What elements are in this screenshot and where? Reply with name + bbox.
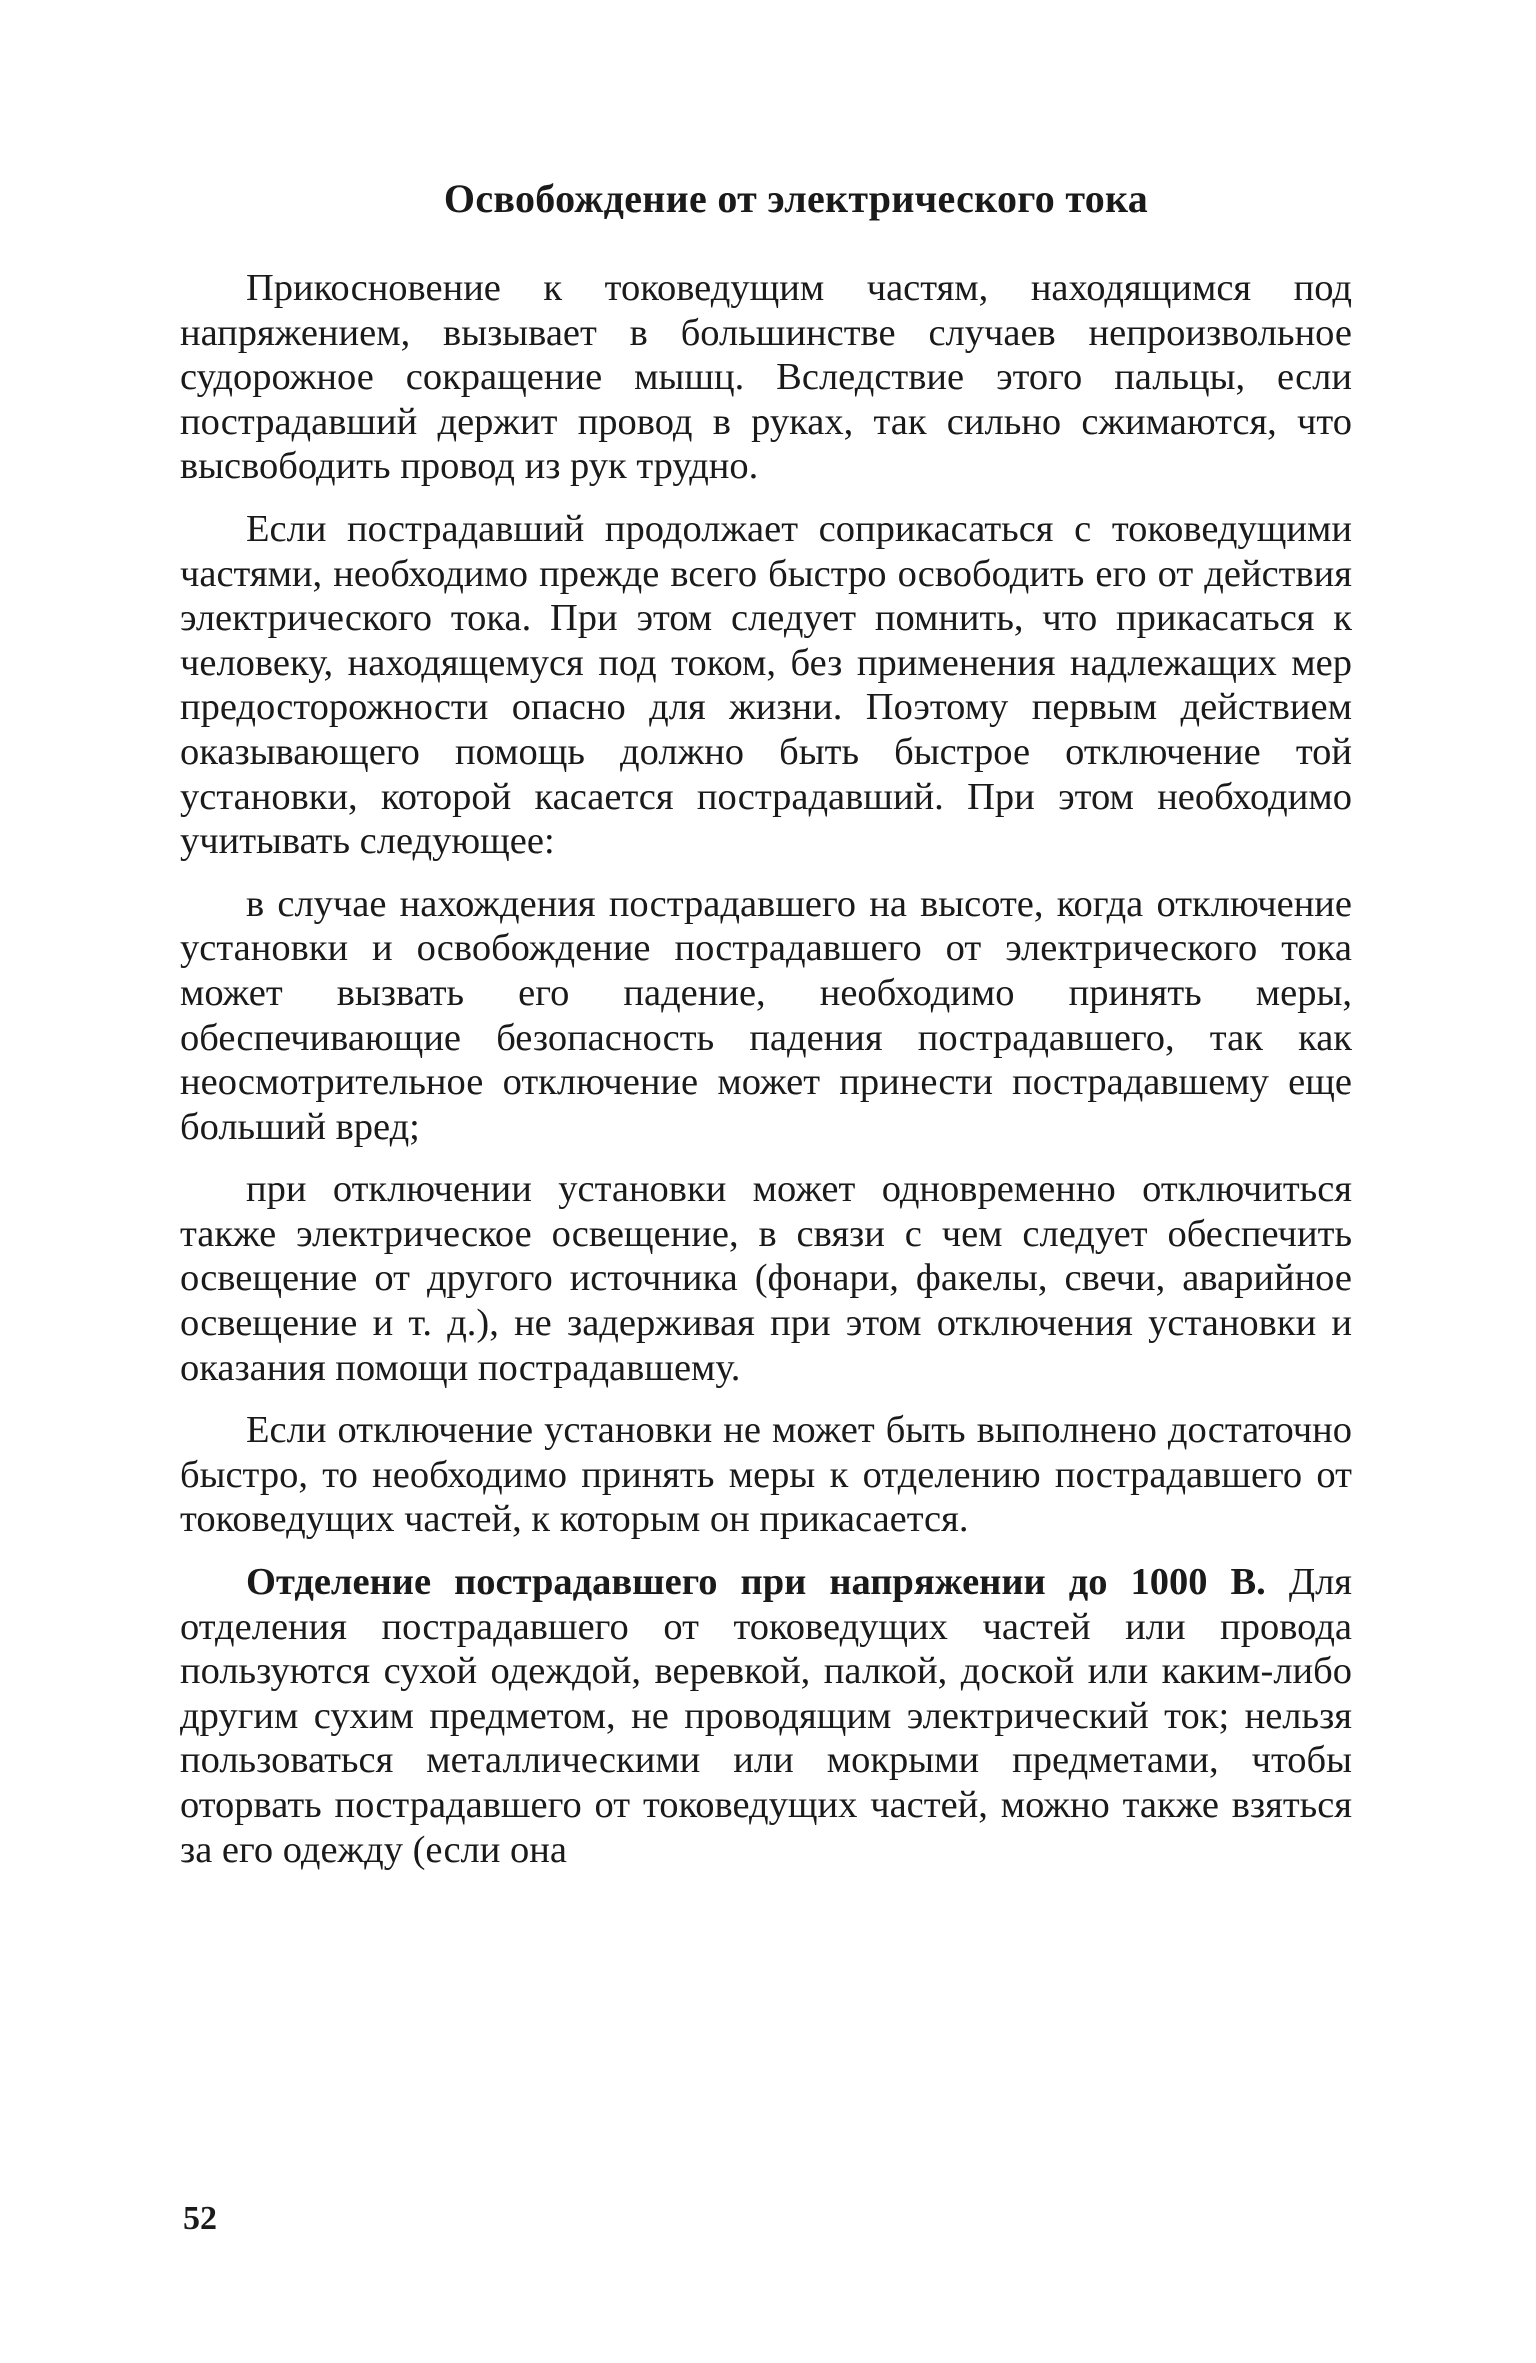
paragraph-height-case: в случае нахождения пострадавшего на высоте, когда отключение установки и освобождение пострадавшего от электрического тока может вызвать его падение, необходимо принять меры, обеспечивающие безопасность падения пострадавшего, так как неосмотрительное отключение может принести пострадавшему еще больший вред; [180, 882, 1352, 1148]
section-heading: Освобождение от электрического тока [443, 176, 1149, 221]
paragraph-contact-effects: Прикосновение к токоведущим частям, находящимся под напряжением, вызывает в большинстве случаев непроизвольное судорожное сокращение мышц. Вследствие этого пальцы, если пострадавший держит провод в руках, так сильно сжимаются, что высвободить провод из рук трудно. [180, 267, 1352, 488]
paragraph-lighting-case: при отключении установки может одновременно отключиться также электрическое освещение, в связи с чем следует обеспечить освещение от другого источника (фонари, факелы, свечи, аварийное освещение и т. д.), не задерживая при этом отключения установки и оказания помощи пострадавшему. [180, 1168, 1352, 1389]
run-in-body: Для отделения пострадавшего от токоведущих частей или провода пользуются сухой одеждой, веревкой, палкой, доской или каким-либо другим сухим предметом, не проводящим электрический ток; нельзя пользоваться металлическими или мокрыми предметами, чтобы оторвать пострадавшего от токоведущих частей, можно также взяться за его одежду (если она [180, 1561, 1352, 1871]
paragraph-separation-measures: Если отключение установки не может быть выполнено достаточно быстро, то необходимо принять меры к отделению пострадавшего от токоведущих частей, к которым он прикасается. [180, 1409, 1352, 1541]
page-body [180, 175, 1352, 1890]
page-number: 52 [183, 2200, 217, 2237]
paragraph-release-from-current: Если пострадавший продолжает соприкасаться с токоведущими частями, необходимо прежде всего быстро освободить его от действия электрического тока. При этом следует помнить, что прикасаться к человеку, находящемуся под током, без применения надлежащих мер предосторожности опасно для жизни. Поэтому первым действием оказывающего помощь должно быть быстрое отключение той установки, которой касается пострадавший. При этом необходимо учитывать следующее: [180, 507, 1352, 863]
run-in-heading: Отделение пострадавшего при напряжении до 1000 В. [246, 1561, 1266, 1604]
paragraph-separation-under-1000v [180, 1560, 1352, 1872]
